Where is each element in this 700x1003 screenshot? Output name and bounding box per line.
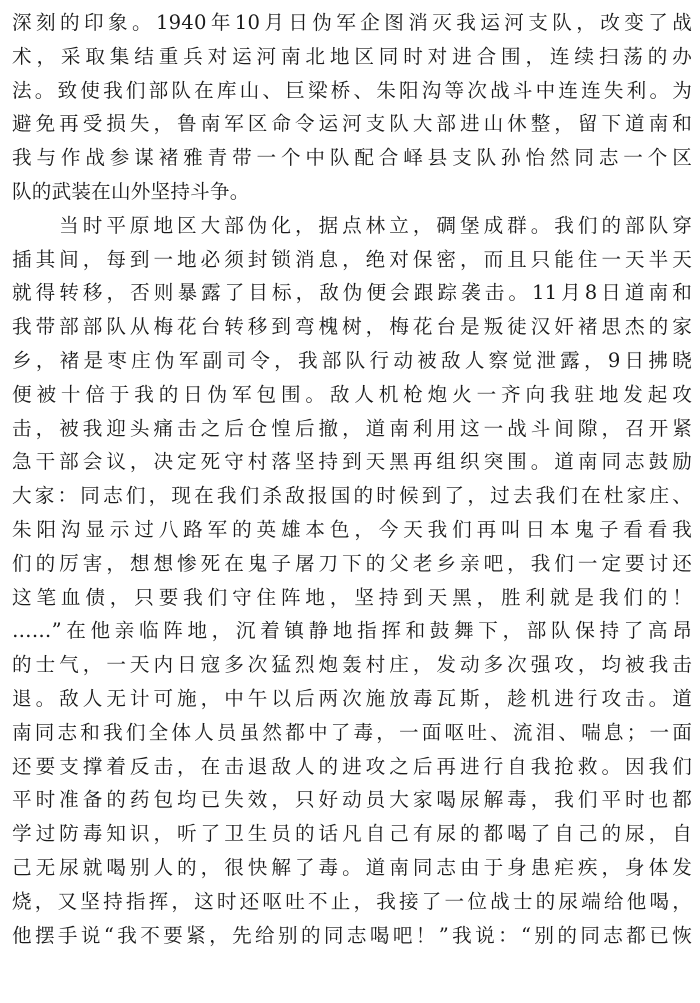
text-line: 退。敌人无计可施，中午以后两次施放毒瓦斯，趁机进行攻击。道 (12, 686, 692, 710)
text-line: 还要支撑着反击，在击退敌人的进攻之后再进行自我抢救。因我们 (12, 754, 692, 778)
text-line: 我带部部队从梅花台转移到弯槐树，梅花台是叛徒汉奸褚思杰的家 (12, 315, 692, 339)
text-line: 法。致使我们部队在库山、巨梁桥、朱阳沟等次战斗中连连失利。为 (12, 78, 692, 102)
text-line: 己无尿就喝别人的，很快解了毒。道南同志由于身患疟疾，身体发 (12, 855, 692, 879)
text-line: 术，采取集结重兵对运河南北地区同时对进合围，连续扫荡的办 (12, 44, 692, 68)
text-line: 朱阳沟显示过八路军的英雄本色，今天我们再叫日本鬼子看看我 (12, 517, 692, 541)
text-line: 烧，又坚持指挥，这时还呕吐不止，我接了一位战士的尿端给他喝， (12, 889, 692, 913)
text-line: 学过防毒知识，听了卫生员的话凡自己有尿的都喝了自己的尿，自 (12, 822, 692, 846)
text-line: 避免再受损失，鲁南军区命令运河支队大部进山休整，留下道南和 (12, 112, 692, 136)
text-line: 就得转移，否则暴露了目标，敌伪便会跟踪袭击。11月8日道南和 (12, 281, 692, 305)
text-line: 他摆手说“我不要紧，先给别的同志喝吧！”我说：“别的同志都已恢 (12, 923, 692, 947)
text-line: 乡，褚是枣庄伪军副司令，我部队行动被敌人察觉泄露，9日拂晓 (12, 348, 692, 372)
text-line: 当时平原地区大部伪化，据点林立，碉堡成群。我们的部队穿 (12, 213, 692, 237)
text-line: 平时准备的药包均已失效，只好动员大家喝尿解毒，我们平时也都 (12, 788, 692, 812)
text-line: 队的武装在山外坚持斗争。 (12, 179, 250, 203)
paragraph-1 (12, 6, 692, 209)
text-line: 插其间，每到一地必须封锁消息，绝对保密，而且只能住一天半天 (12, 247, 692, 271)
text-line: 这笔血债，只要我们守住阵地，坚持到天黑，胜利就是我们的！ (12, 585, 692, 609)
text-line: 击，被我迎头痛击之后仓惶后撤，道南利用这一战斗间隙，召开紧 (12, 416, 692, 440)
text-line: 们的厉害，想想惨死在鬼子屠刀下的父老乡亲吧，我们一定要讨还 (12, 551, 692, 575)
text-line: 大家：同志们，现在我们杀敌报国的时候到了，过去我们在杜家庄、 (12, 484, 692, 508)
text-line: 急干部会议，决定死守村落坚持到天黑再组织突围。道南同志鼓励 (12, 450, 692, 474)
text-line: ……”在他亲临阵地，沉着镇静地指挥和鼓舞下，部队保持了高昂 (12, 619, 692, 643)
text-line: 的士气，一天内日寇多次猛烈炮轰村庄，发动多次强攻，均被我击 (12, 653, 692, 677)
document-page (12, 6, 692, 952)
text-line: 南同志和我们全体人员虽然都中了毒，一面呕吐、流泪、喘息；一面 (12, 720, 692, 744)
paragraph-2 (12, 209, 692, 953)
text-line: 便被十倍于我的日伪军包围。敌人机枪炮火一齐向我驻地发起攻 (12, 382, 692, 406)
text-line: 我与作战参谋褚雅青带一个中队配合峄县支队孙怡然同志一个区 (12, 146, 692, 170)
text-line: 深刻的印象。1940年10月日伪军企图消灭我运河支队，改变了战 (12, 11, 692, 34)
